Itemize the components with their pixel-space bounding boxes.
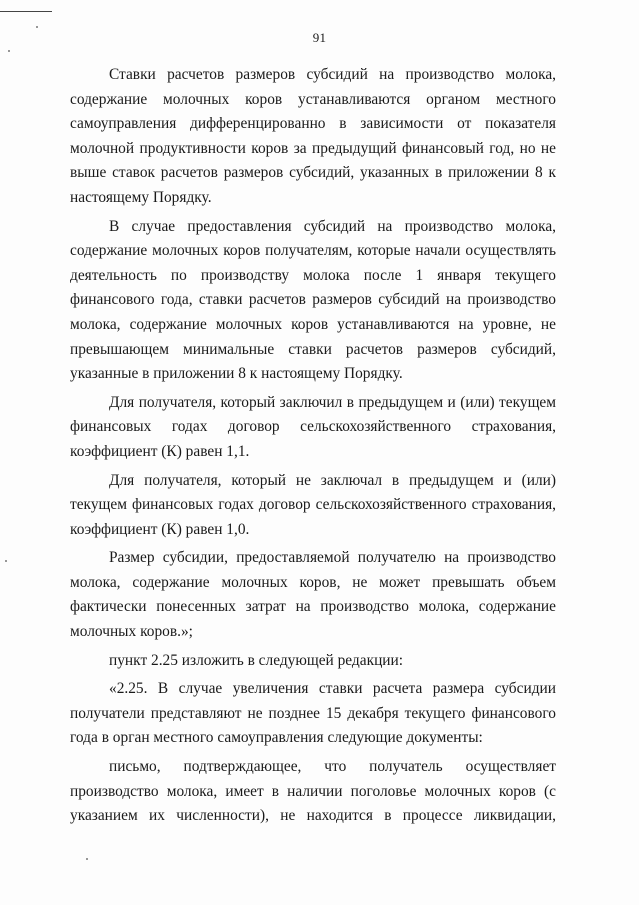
document-body xyxy=(70,63,556,833)
scan-speck xyxy=(36,26,38,28)
paragraph: «2.25. В случае увеличения ставки расчета размера субсидии получатели представляют не позднее 15 декабря текущего финансового года в орган местного самоуправления следующие документы: xyxy=(70,680,556,747)
paragraph: Размер субсидии, предоставляемой получателю на производство молока, содержание молочных коров, не может превышать объем фактически понесенных затрат на производство молока, содержание молочных коров.»; xyxy=(70,549,556,641)
scan-edge-mark xyxy=(0,11,52,12)
paragraph: письмо, подтверждающее, что получатель осуществляет производство молока, имеет в наличии поголовье молочных коров (с указанием их численности), не находится в процессе ликвидации, xyxy=(70,758,556,825)
page-number: 91 xyxy=(312,30,327,45)
scan-speck xyxy=(86,858,88,860)
paragraph: В случае предоставления субсидий на производство молока, содержание молочных коров получателям, которые начали осуществлять деятельность по производству молока после 1 января текущего финансового года, ставки расчетов размеров субсидий на производство молока, содержание молочных коров устанавливаются на уровне, не превышающем минимальные ставки расчетов размеров субсидий, указанные в приложении 8 к настоящему Порядку. xyxy=(70,217,556,383)
paragraph: Ставки расчетов размеров субсидий на производство молока, содержание молочных коров устанавливаются органом местного самоуправления дифференцированно в зависимости от показателя молочной продуктивности коров за предыдущий финансовый год, но не выше ставок расчетов размеров субсидий, указанных в приложении 8 к настоящему Порядку. xyxy=(70,66,556,206)
scan-speck xyxy=(8,50,10,52)
paragraph: Для получателя, который заключил в предыдущем и (или) текущем финансовых годах договор сельскохозяйственного страхования, коэффициент (К) равен 1,1. xyxy=(70,393,556,460)
paragraph: пункт 2.25 изложить в следующей редакции: xyxy=(109,651,404,669)
paragraph: Для получателя, который не заключал в предыдущем и (или) текущем финансовых годах договор сельскохозяйственного страхования, коэффициент (К) равен 1,0. xyxy=(70,471,556,538)
scan-speck xyxy=(5,560,7,562)
